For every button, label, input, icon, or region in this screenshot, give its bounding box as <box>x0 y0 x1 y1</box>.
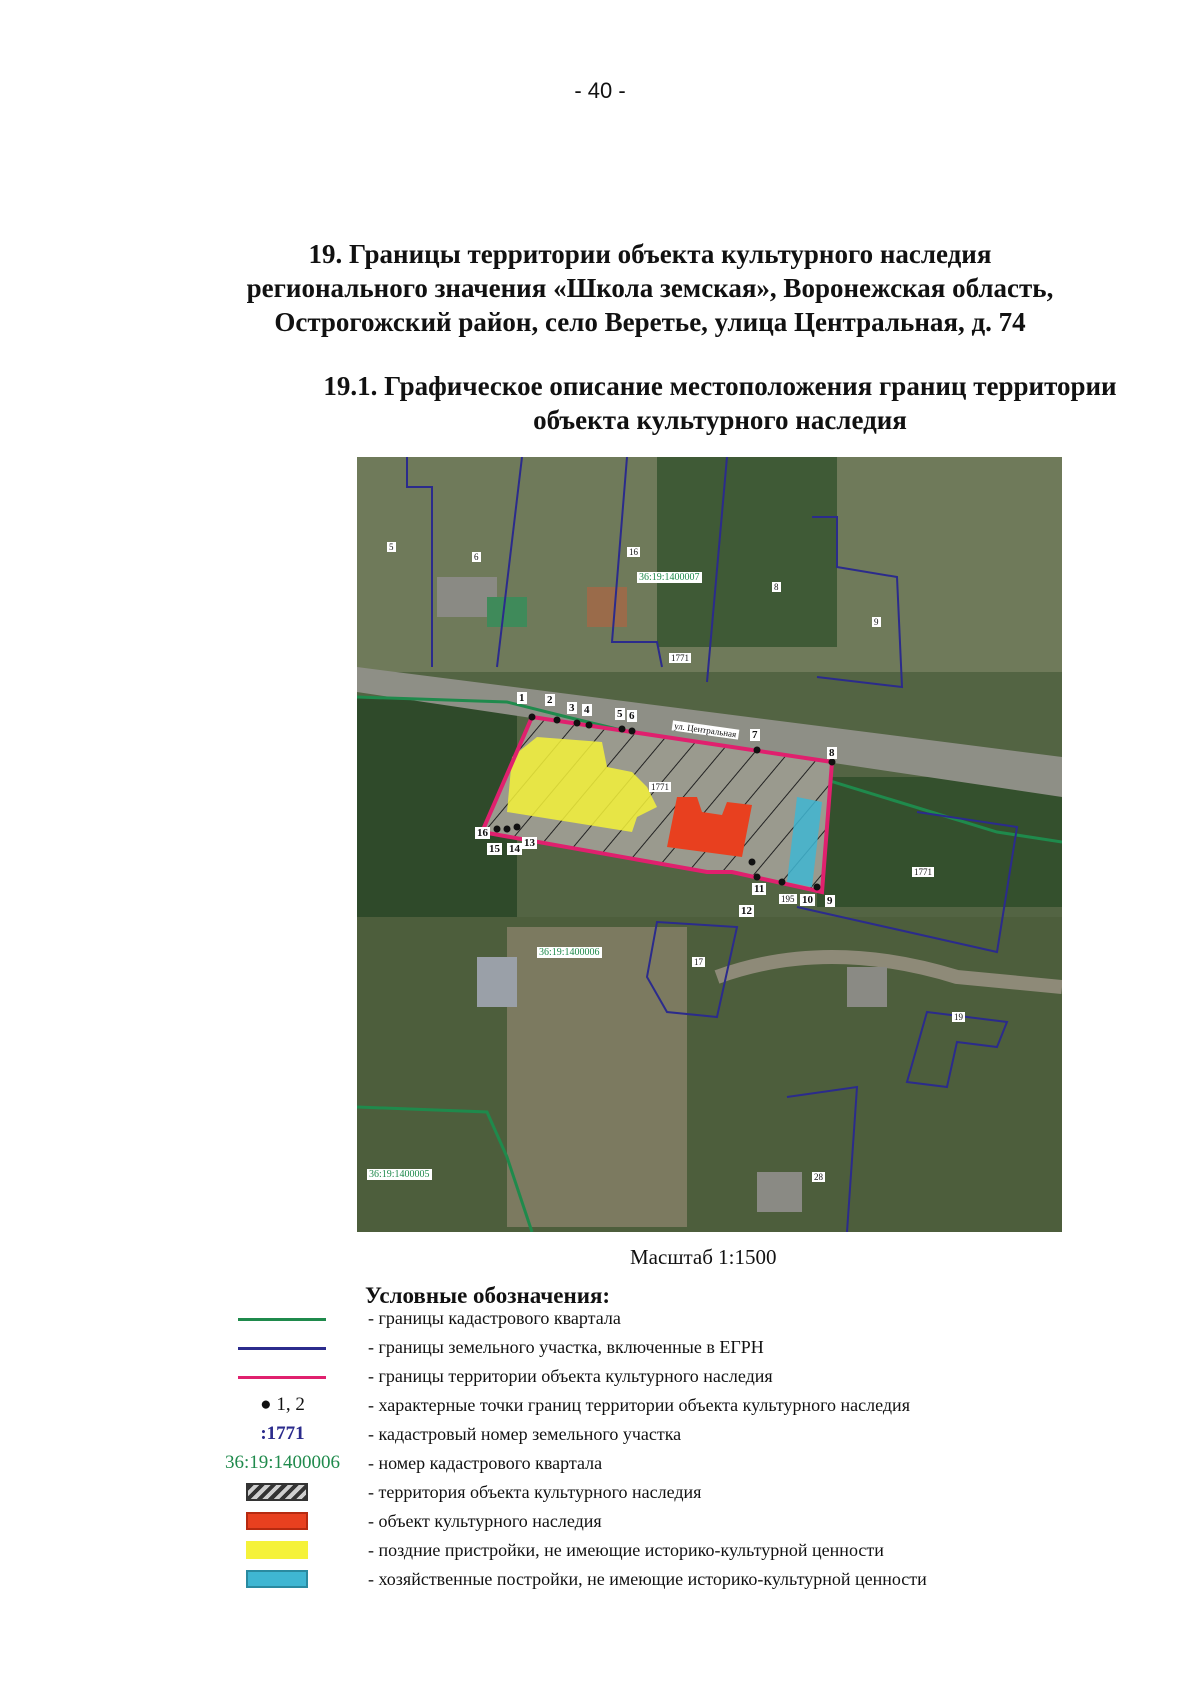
legend-text: - границы кадастрового квартала <box>368 1308 621 1328</box>
point-label: 6 <box>629 710 635 722</box>
legend-quarter-boundary <box>0 1306 1200 1332</box>
parcel-label: 9 <box>874 617 879 627</box>
point-label: 13 <box>524 837 535 849</box>
parcel-label: 1771 <box>914 867 932 877</box>
parcel-label: 195 <box>781 894 795 904</box>
section-19-1-title <box>280 369 1160 437</box>
point-label: 2 <box>547 694 553 706</box>
parcel-label: 16 <box>629 547 638 557</box>
green-line-symbol <box>238 1318 326 1321</box>
map-scale: Масштаб 1:1500 <box>630 1245 777 1269</box>
quarter-label-south: 36:19:1400005 <box>369 1169 430 1180</box>
field-south <box>507 927 687 1227</box>
legend-parcel-boundary <box>0 1335 1200 1361</box>
point-label: 9 <box>827 895 833 907</box>
point-label: 15 <box>489 843 500 855</box>
legend-text: - хозяйственные постройки, не имеющие историко-культурной ценности <box>368 1569 927 1589</box>
legend-utility-buildings <box>0 1567 1200 1593</box>
legend-parcel-number <box>0 1422 1200 1448</box>
section-19-line-1: 19. Границы территории объекта культурного наследия <box>308 239 992 269</box>
map-svg <box>357 457 1062 1232</box>
legend-text: - кадастровый номер земельного участка <box>368 1424 682 1444</box>
point-label: 8 <box>829 747 835 759</box>
house <box>757 1172 802 1212</box>
blue-line-symbol <box>238 1347 326 1350</box>
legend-text: - номер кадастрового квартала <box>368 1453 603 1473</box>
legend-text: - объект культурного наследия <box>368 1511 602 1531</box>
point-label: 14 <box>509 843 520 855</box>
point-symbol: ● 1, 2 <box>260 1394 305 1415</box>
parcel-label: 5 <box>389 542 394 552</box>
parcel-label: 19 <box>954 1012 963 1022</box>
parcel-number-symbol: :1771 <box>260 1423 305 1444</box>
legend-heritage-territory <box>0 1480 1200 1506</box>
section-19-title <box>200 237 1100 339</box>
house <box>847 967 887 1007</box>
point-label: 7 <box>752 729 758 741</box>
page-number: - 40 - <box>574 78 626 103</box>
point-label: 3 <box>569 702 575 714</box>
orchard-north <box>657 457 837 647</box>
terrain-south <box>357 917 1062 1232</box>
legend-heritage-boundary <box>0 1364 1200 1390</box>
house <box>587 587 627 627</box>
house <box>487 597 527 627</box>
cyan-box-symbol <box>246 1570 308 1588</box>
legend-text: - территория объекта культурного наследия <box>368 1482 702 1502</box>
trees-east <box>817 777 1062 907</box>
legend-title: Условные обозначения: <box>365 1283 611 1308</box>
parcel-label: 17 <box>694 957 703 967</box>
legend-quarter-number <box>0 1451 1200 1477</box>
section-19-1-line-1: 19.1. Графическое описание местоположения границ территории <box>323 371 1117 401</box>
legend-heritage-object <box>0 1509 1200 1535</box>
legend-points <box>0 1393 1200 1419</box>
quarter-label-middle: 36:19:1400006 <box>539 947 600 958</box>
legend-text: - границы земельного участка, включенные в ЕГРН <box>368 1337 764 1357</box>
point-label: 1 <box>519 692 525 704</box>
parcel-label: 8 <box>774 582 779 592</box>
legend-text: - границы территории объекта культурного наследия <box>368 1366 773 1386</box>
legend-late-additions <box>0 1538 1200 1564</box>
legend-text: - поздние пристройки, не имеющие историко-культурной ценности <box>368 1540 884 1560</box>
quarter-label-north: 36:19:1400007 <box>639 572 700 583</box>
point-label: 10 <box>802 894 813 906</box>
point-label: 5 <box>617 708 623 720</box>
section-19-line-2: регионального значения «Школа земская», Воронежская область, <box>246 273 1054 303</box>
section-19-1-line-2: объекта культурного наследия <box>533 405 907 435</box>
yellow-box-symbol <box>246 1541 308 1559</box>
pink-line-symbol <box>238 1376 326 1379</box>
section-19-line-3: Острогожский район, село Веретье, улица Центральная, д. 74 <box>274 307 1026 337</box>
street-label: ул. Центральная <box>673 720 737 740</box>
cadastral-map <box>357 457 1062 1232</box>
parcel-label: 1771 <box>671 653 689 663</box>
point-label: 4 <box>584 704 590 716</box>
point-label: 12 <box>741 905 752 917</box>
house <box>477 957 517 1007</box>
legend-text: - характерные точки границ территории объекта культурного наследия <box>368 1395 910 1415</box>
quarter-number-symbol: 36:19:1400006 <box>224 1452 341 1473</box>
hatch-symbol <box>246 1483 308 1501</box>
point-label: 16 <box>477 827 488 839</box>
parcel-label: 28 <box>814 1172 823 1182</box>
parcel-label: 1771 <box>651 782 669 792</box>
red-box-symbol <box>246 1512 308 1530</box>
parcel-label: 6 <box>474 552 479 562</box>
point-label: 11 <box>754 883 765 895</box>
